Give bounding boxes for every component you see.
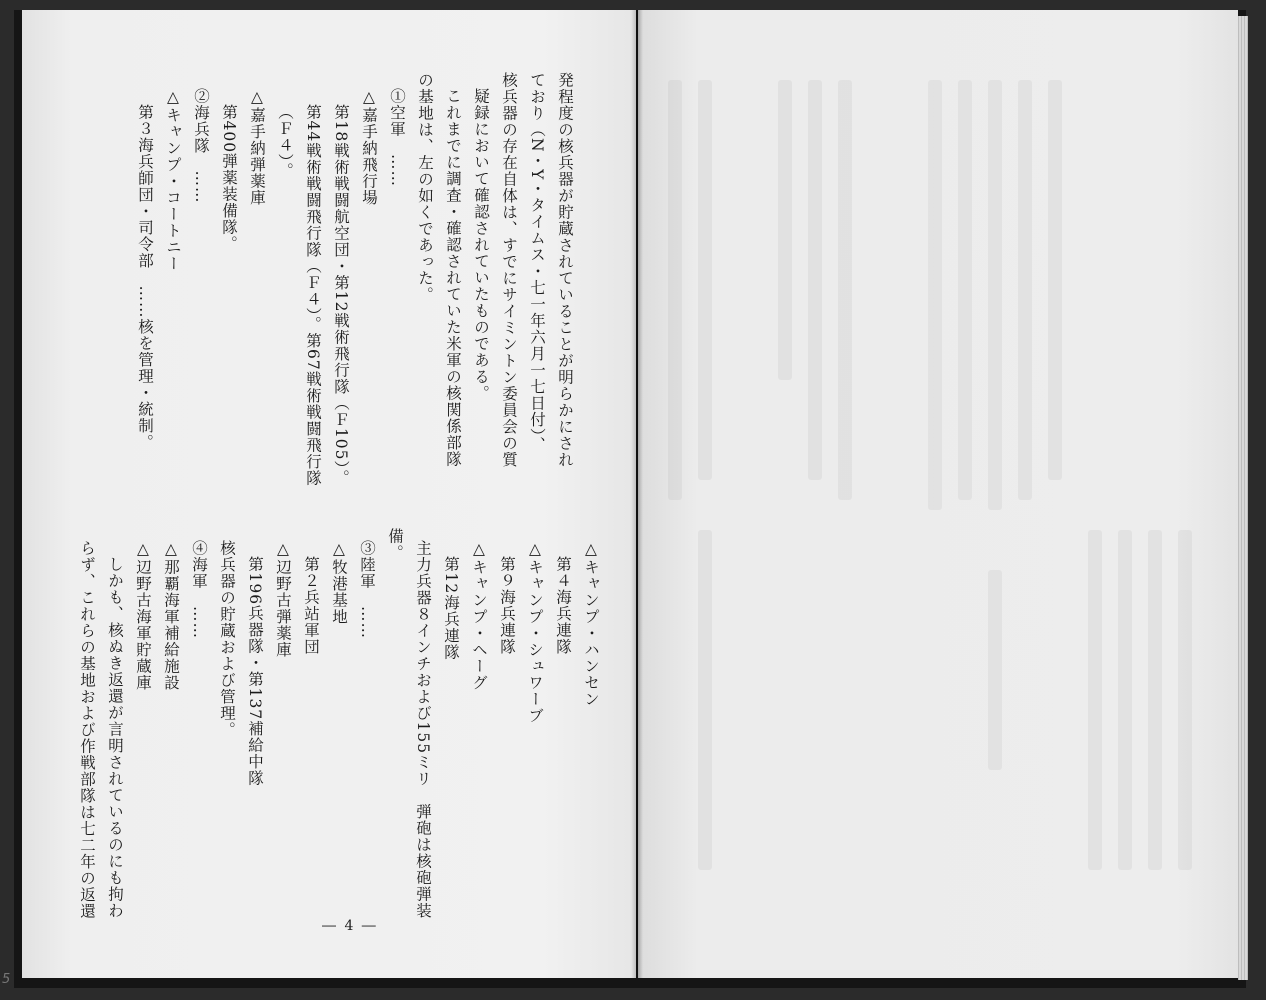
text-column: △キャンプ・ヘーグ [470, 540, 489, 691]
page-number: ― 4 ― [322, 918, 378, 934]
bleed-through-mark [1118, 530, 1132, 870]
text-column: ④海軍 …… [190, 540, 209, 639]
text-column: 第196兵器隊・第137補給中隊 [246, 556, 265, 787]
text-column: △キャンプ・ハンセン [582, 540, 601, 708]
text-column: △辺野古弾薬庫 [274, 540, 293, 658]
bleed-through-mark [1148, 530, 1162, 870]
text-column: 核兵器の貯蔵および管理。 [218, 540, 237, 738]
text-column: 主力兵器８インチおよび155ミリ 弾砲は核砲弾装 [414, 540, 433, 920]
bleed-through-mark [1088, 530, 1102, 870]
text-column: 第44戦術戦闘飛行隊（Ｆ４）。第67戦術戦闘飛行隊 [304, 104, 323, 487]
bleed-through-mark [988, 570, 1002, 770]
text-column: 疑録において確認されていたものである。 [472, 88, 491, 402]
text-column: △牧港基地 [330, 540, 349, 625]
text-column: △那覇海軍補給施設 [162, 540, 181, 691]
text-column: らず、これらの基地および作戦部隊は七二年の返還 [78, 540, 97, 920]
text-column: 第９海兵連隊 [498, 556, 517, 655]
bleed-through-mark [838, 80, 852, 500]
page-edge-stack [1238, 16, 1248, 980]
text-column: 発程度の核兵器が貯蔵されていることが明らかにされ [556, 72, 575, 468]
bleed-through-mark [988, 80, 1002, 510]
text-column: 第４海兵連隊 [554, 556, 573, 655]
bleed-through-mark [778, 80, 792, 380]
bleed-through-mark [928, 80, 942, 510]
text-column: ③陸軍 …… [358, 540, 377, 639]
text-column: 第400弾薬装備隊。 [220, 104, 239, 253]
bleed-through-mark [808, 80, 822, 480]
text-column: 核兵器の存在自体は、すでにサイミントン委員会の質 [500, 72, 519, 468]
text-column: 備。 [386, 528, 405, 561]
text-column: （Ｆ４）。 [276, 104, 295, 179]
text-column: △嘉手納弾薬庫 [248, 88, 267, 206]
bleed-through-mark [668, 80, 682, 500]
bleed-through-mark [698, 530, 712, 870]
text-column: △嘉手納飛行場 [360, 88, 379, 206]
bleed-through-mark [698, 80, 712, 480]
text-column: △キャンプ・シュワーブ [526, 540, 545, 724]
text-column: 第12海兵連隊 [442, 556, 461, 661]
text-column: ②海兵隊 …… [192, 88, 211, 204]
text-column: の基地は、左の如くであった。 [416, 72, 435, 303]
bleed-through-mark [1018, 80, 1032, 500]
bleed-through-mark [1178, 530, 1192, 870]
text-column: △キャンプ・コートニー [164, 88, 183, 272]
book-gutter [631, 10, 643, 978]
bleed-through-mark [1048, 80, 1062, 480]
text-column: ており（N・Y・タイムス・七一年六月一七日付）、 [528, 72, 547, 454]
bleed-through-mark [958, 80, 972, 500]
text-column: 第３海兵師団・司令部 ……核を管理・統制。 [136, 104, 155, 451]
right-page [638, 10, 1238, 978]
text-column: 第18戦術戦闘航空団・第12戦術飛行隊（Ｆ105）。 [332, 104, 351, 486]
text-column: △辺野古海軍貯蔵庫 [134, 540, 153, 691]
pencil-annotation: 5 [2, 972, 11, 987]
text-column: 第２兵站軍団 [302, 556, 321, 655]
text-column: しかも、核ぬき返還が言明されているのにも拘わ [106, 556, 125, 919]
text-column: これまでに調査・確認されていた米軍の核関係部隊 [444, 88, 463, 468]
text-column: ①空軍 …… [388, 88, 407, 187]
